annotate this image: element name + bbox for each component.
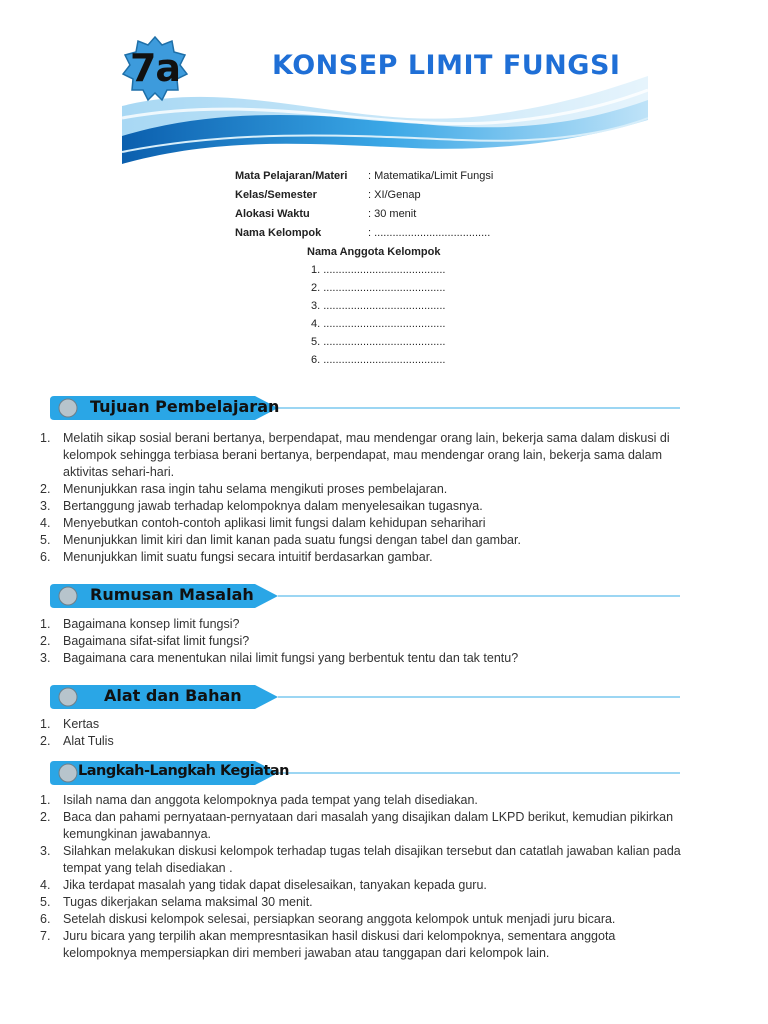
- section-title: Rumusan Masalah: [90, 585, 254, 604]
- member-blank[interactable]: 5. ........................................: [311, 336, 446, 348]
- members-list: [307, 246, 445, 372]
- list-item: 5. Tugas dikerjakan selama maksimal 30 menit.: [40, 895, 313, 909]
- section-title: Tujuan Pembelajaran: [90, 397, 280, 416]
- list-item: 1. Melatih sikap sosial berani bertanya, berpendapat, mau mendengar orang lain, bekerja sama dalam diskusi di kelompok sehingga terbiasa berani bertanya, berpendapat, mau mendengar orang lain, bekerja sama dalam aktivitas sehari-hari.: [40, 431, 670, 479]
- chapter-badge: 7a: [129, 46, 181, 90]
- member-blank[interactable]: 2. ........................................: [311, 282, 446, 294]
- list-item: 2. Menunjukkan rasa ingin tahu selama mengikuti proses pembelajaran.: [40, 482, 448, 496]
- info-label: Mata Pelajaran/Materi: [235, 170, 348, 182]
- info-row: [235, 189, 493, 208]
- section-title: Alat dan Bahan: [104, 686, 242, 705]
- header-banner: [122, 36, 648, 164]
- list-item: 4. Menyebutkan contoh-contoh aplikasi limit fungsi dalam kehidupan seharihari: [40, 516, 486, 530]
- tujuan-list: [40, 430, 690, 566]
- member-blank[interactable]: 1. ........................................: [311, 264, 446, 276]
- section-header-rumusan: [50, 583, 680, 609]
- section-header-langkah: [50, 760, 680, 786]
- member-blank[interactable]: 6. ........................................: [311, 354, 446, 366]
- list-item: 2. Alat Tulis: [40, 734, 114, 748]
- info-row: [235, 170, 493, 189]
- section-title: Langkah-Langkah Kegiatan: [78, 763, 290, 779]
- info-row: [235, 208, 493, 227]
- list-item: 2. Bagaimana sifat-sifat limit fungsi?: [40, 634, 250, 648]
- section-header-alat: [50, 684, 680, 710]
- list-item: 7. Juru bicara yang terpilih akan mempresntasikan hasil diskusi dari kelompoknya, sementara anggota kelompoknya mempersiapkan diri memberi jawaban atau tanggapan dari kelompok lain.: [40, 929, 616, 960]
- langkah-list: [40, 792, 690, 962]
- list-item: 1. Kertas: [40, 717, 100, 731]
- info-value: : Matematika/Limit Fungsi: [368, 170, 494, 182]
- info-table: [235, 170, 493, 246]
- info-label: Kelas/Semester: [235, 189, 317, 201]
- member-blank[interactable]: 4. ........................................: [311, 318, 446, 330]
- list-item: 5. Menunjukkan limit kiri dan limit kanan pada suatu fungsi dengan tabel dan gambar.: [40, 533, 521, 547]
- info-row: [235, 227, 493, 246]
- list-item: 6. Setelah diskusi kelompok selesai, persiapkan seorang anggota kelompok untuk menjadi juru bicara.: [40, 912, 616, 926]
- list-item: 3. Silahkan melakukan diskusi kelompok terhadap tugas telah disajikan tersebut dan catatlah jawaban kalian pada tempat yang telah disediakan .: [40, 844, 681, 875]
- info-label: Alokasi Waktu: [235, 208, 310, 220]
- list-item: 3. Bertanggung jawab terhadap kelompoknya dalam menyelesaikan tugasnya.: [40, 499, 483, 513]
- list-item: 3. Bagaimana cara menentukan nilai limit fungsi yang berbentuk tentu dan tak tentu?: [40, 651, 519, 665]
- list-item: 2. Baca dan pahami pernyataan-pernyataan dari masalah yang disajikan dalam LKPD berikut, kemudian pikirkan kemungkinan jawabannya.: [40, 810, 674, 841]
- list-item: 6. Menunjukkan limit suatu fungsi secara intuitif berdasarkan gambar.: [40, 550, 433, 564]
- members-title: Nama Anggota Kelompok: [307, 246, 441, 258]
- list-item: 1. Isilah nama dan anggota kelompoknya pada tempat yang telah disediakan.: [40, 793, 478, 807]
- info-value: : ......................................: [368, 227, 491, 239]
- section-header-tujuan: [50, 395, 680, 421]
- member-blank[interactable]: 3. ........................................: [311, 300, 446, 312]
- list-item: 1. Bagaimana konsep limit fungsi?: [40, 617, 240, 631]
- page-title: KONSEP LIMIT FUNGSI: [272, 50, 621, 81]
- list-item: 4. Jika terdapat masalah yang tidak dapat diselesaikan, tanyakan kepada guru.: [40, 878, 487, 892]
- info-label: Nama Kelompok: [235, 227, 322, 239]
- info-value: : XI/Genap: [368, 189, 421, 201]
- info-value: : 30 menit: [368, 208, 417, 220]
- rumusan-list: [40, 616, 690, 667]
- alat-list: [40, 716, 690, 750]
